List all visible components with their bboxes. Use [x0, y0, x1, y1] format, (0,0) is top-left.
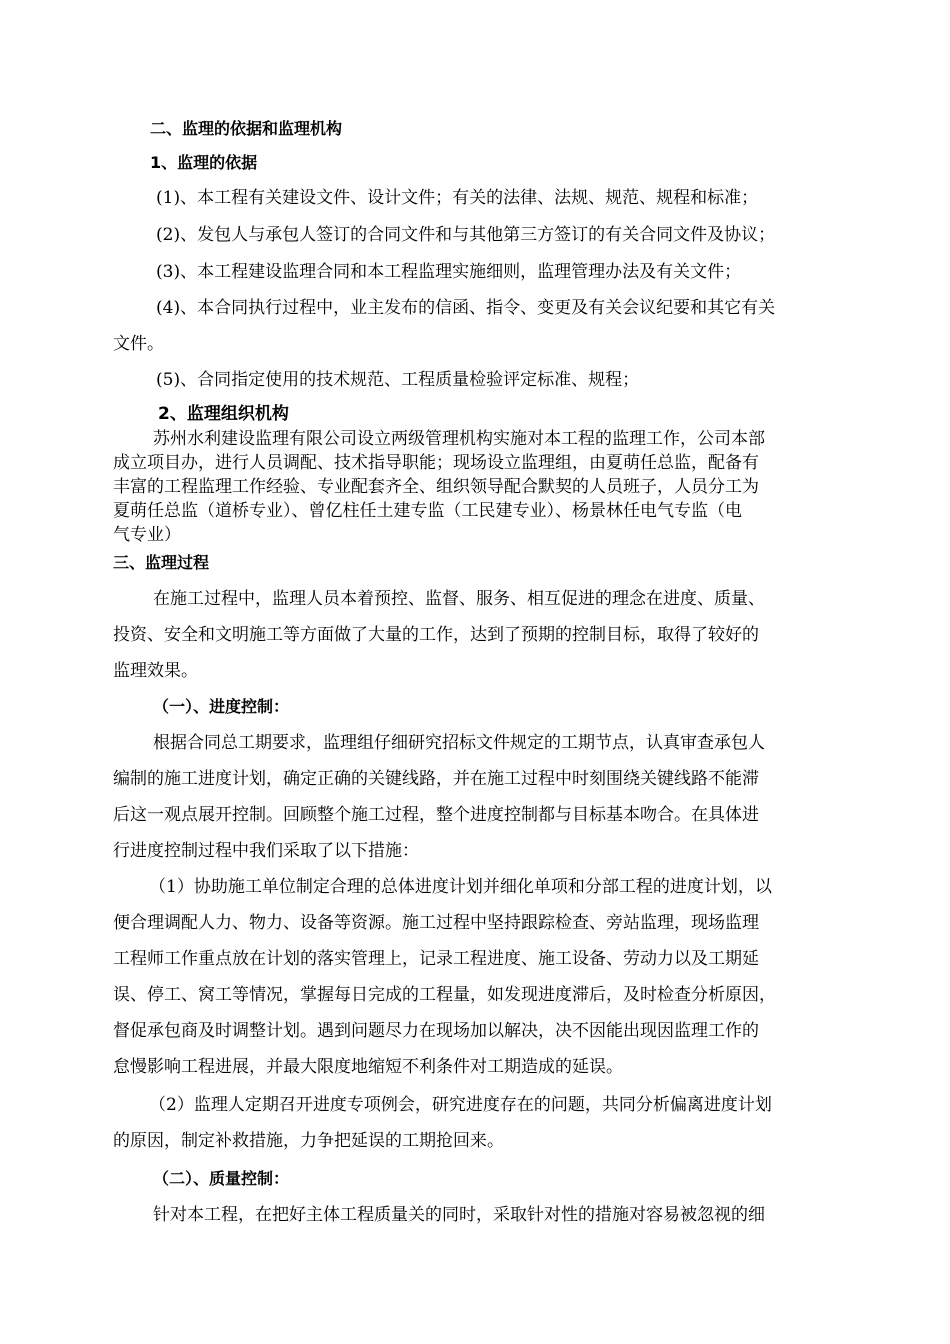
- org-line-2: 成立项目办，进行人员调配、技术指导职能；现场设立监理组，由夏萌任总监，配备有: [113, 453, 759, 473]
- basis-item-1: (1)、本工程有关建设文件、设计文件；有关的法律、法规、规范、规程和标准；: [156, 188, 759, 208]
- basis-item-3: (3)、本工程建设监理合同和本工程监理实施细则，监理管理办法及有关文件；: [156, 262, 742, 282]
- progress-para-1: 根据合同总工期要求，监理组仔细研究招标文件规定的工期节点，认真审查承包人: [153, 733, 765, 753]
- progress-para-2: 编制的施工进度计划，确定正确的关键线路，并在施工过程中时刻围绕关键线路不能滞: [113, 769, 759, 789]
- section3-heading: 三、监理过程: [113, 553, 210, 572]
- org-heading: 2、监理组织机构: [158, 404, 289, 424]
- measure1-line-4: 误、停工、窝工等情况，掌握每日完成的工程量，如发现进度滞后，及时检查分析原因，: [113, 985, 776, 1005]
- progress-heading: （一）、进度控制：: [153, 697, 290, 716]
- org-line-4: 夏萌任总监（道桥专业）、曾亿柱任土建专监（工民建专业）、杨景林任电气专监（电: [113, 501, 742, 521]
- org-line-1: 苏州水利建设监理有限公司设立两级管理机构实施对本工程的监理工作，公司本部: [153, 429, 765, 449]
- progress-para-4: 行进度控制过程中我们采取了以下措施：: [113, 841, 419, 861]
- org-line-5: 气专业）: [113, 525, 181, 545]
- intro-line-3: 监理效果。: [113, 661, 198, 681]
- measure1-line-3: 工程师工作重点放在计划的落实管理上，记录工程进度、施工设备、劳动力以及工期延: [113, 949, 759, 969]
- quality-para-1: 针对本工程，在把好主体工程质量关的同时，采取针对性的措施对容易被忽视的细: [153, 1205, 765, 1225]
- section2-heading: 二、监理的依据和监理机构: [150, 119, 343, 138]
- measure1-line-2: 便合理调配人力、物力、设备等资源。施工过程中坚持跟踪检查、旁站监理，现场监理: [113, 913, 759, 933]
- basis-heading: 1、监理的依据: [150, 153, 258, 172]
- measure2-line-1: （2）监理人定期召开进度专项例会，研究进度存在的问题，共同分析偏离进度计划: [149, 1095, 772, 1115]
- basis-item-2: (2)、发包人与承包人签订的合同文件和与其他第三方签订的有关合同文件及协议；: [156, 225, 776, 245]
- progress-para-3: 后这一观点展开控制。回顾整个施工过程，整个进度控制都与目标基本吻合。在具体进: [113, 805, 759, 825]
- measure1-line-5: 督促承包商及时调整计划。遇到问题尽力在现场加以解决，决不因能出现因监理工作的: [113, 1021, 759, 1041]
- basis-item-5: (5)、合同指定使用的技术规范、工程质量检验评定标准、规程；: [156, 370, 640, 390]
- measure1-line-1: （1）协助施工单位制定合理的总体进度计划并细化单项和分部工程的进度计划，以: [149, 877, 772, 897]
- basis-item-4: (4)、本合同执行过程中，业主发布的信函、指令、变更及有关会议纪要和其它有关: [156, 298, 776, 318]
- intro-line-2: 投资、安全和文明施工等方面做了大量的工作，达到了预期的控制目标，取得了较好的: [113, 625, 759, 645]
- quality-heading: （二）、质量控制：: [153, 1169, 290, 1188]
- intro-line-1: 在施工过程中，监理人员本着预控、监督、服务、相互促进的理念在进度、质量、: [153, 589, 765, 609]
- basis-item-4-cont: 文件。: [113, 334, 164, 354]
- measure1-line-6: 怠慢影响工程进展，并最大限度地缩短不利条件对工期造成的延误。: [113, 1057, 623, 1077]
- org-line-3: 丰富的工程监理工作经验、专业配套齐全、组织领导配合默契的人员班子，人员分工为: [113, 477, 759, 497]
- measure2-line-2: 的原因，制定补救措施，力争把延误的工期抢回来。: [113, 1131, 504, 1151]
